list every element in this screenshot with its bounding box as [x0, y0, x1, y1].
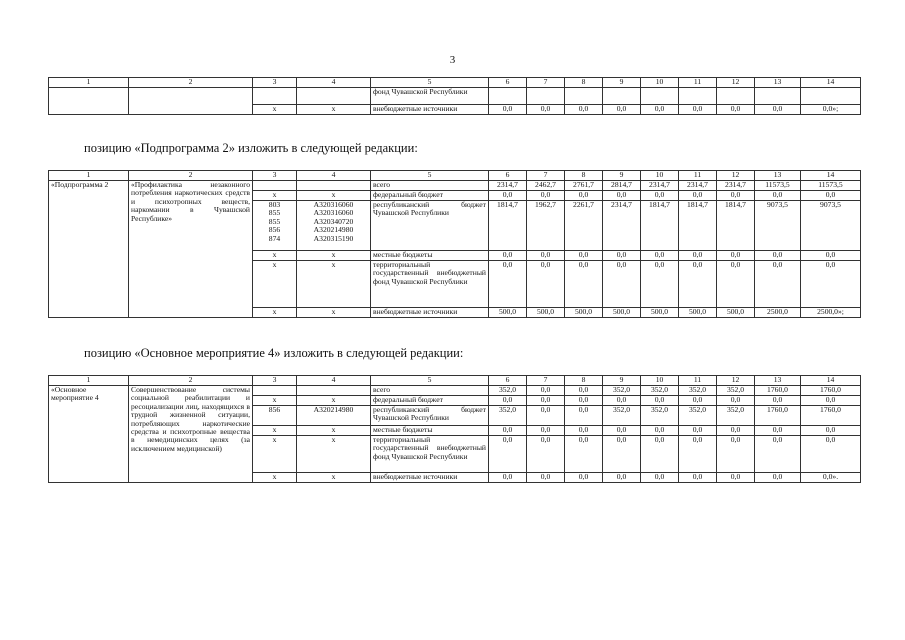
value-cell: 0,0: [489, 436, 527, 473]
header-cell: 9: [603, 78, 641, 88]
value-cell: 2814,7: [603, 181, 641, 191]
value-cell: 0,0: [755, 396, 801, 406]
header-cell: 1: [49, 171, 129, 181]
value-cell: 0,0: [679, 473, 717, 483]
code-csr-cell: х: [297, 436, 371, 473]
table-main-event-4: [48, 375, 861, 483]
value-cell: 1814,7: [717, 201, 755, 251]
table-continuation: [48, 77, 861, 115]
value-cell: 1760,0: [755, 406, 801, 426]
value-cell: 1760,0: [801, 386, 861, 396]
value-cell: 0,0: [679, 251, 717, 261]
value-cell: [641, 88, 679, 105]
value-cell: 1814,7: [489, 201, 527, 251]
code-csr-cell: А320214980: [297, 406, 371, 426]
value-cell: 1962,7: [527, 201, 565, 251]
value-cell: 0,0: [527, 251, 565, 261]
code-csr-cell: х: [297, 308, 371, 318]
value-cell: [801, 88, 861, 105]
code-csr-cell: х: [297, 105, 371, 115]
value-cell: 352,0: [679, 406, 717, 426]
code-gr-cell: [253, 88, 297, 105]
header-cell: 3: [253, 376, 297, 386]
value-cell: 0,0: [755, 251, 801, 261]
value-cell: 2314,7: [489, 181, 527, 191]
value-cell: 500,0: [565, 308, 603, 318]
value-cell: 0,0: [801, 261, 861, 308]
code-gr-cell: х: [253, 473, 297, 483]
value-cell: [755, 88, 801, 105]
header-cell: 1: [49, 376, 129, 386]
program-description-cell: Совершенствование системы социальной реабилитации и ресоциализации лиц, находящихся в трудной жизненной ситуации, потребляющих наркотические средства и психотропные вещества в немедицинских целях (за исключением медицинской): [129, 386, 253, 483]
funding-source-cell: всего: [371, 386, 489, 396]
value-cell: 0,0: [565, 105, 603, 115]
value-cell: 0,0: [603, 426, 641, 436]
value-cell: 352,0: [717, 386, 755, 396]
header-cell: 6: [489, 78, 527, 88]
code-gr-cell: х: [253, 261, 297, 308]
header-cell: 3: [253, 78, 297, 88]
header-cell: 5: [371, 171, 489, 181]
header-cell: 6: [489, 376, 527, 386]
value-cell: [489, 88, 527, 105]
value-cell: [603, 88, 641, 105]
value-cell: 0,0: [527, 261, 565, 308]
value-cell: 0,0: [489, 396, 527, 406]
value-cell: 0,0: [527, 426, 565, 436]
header-cell: 9: [603, 376, 641, 386]
value-cell: 2261,7: [565, 201, 603, 251]
value-cell: 500,0: [489, 308, 527, 318]
header-cell: 2: [129, 78, 253, 88]
value-cell: 2314,7: [603, 201, 641, 251]
value-cell: 0,0: [679, 396, 717, 406]
value-cell: 1760,0: [755, 386, 801, 396]
code-gr-cell: х: [253, 426, 297, 436]
value-cell: 0,0: [489, 473, 527, 483]
value-cell: 0,0: [755, 191, 801, 201]
value-cell: 11573,5: [801, 181, 861, 191]
value-cell: 2761,7: [565, 181, 603, 191]
funding-source-cell: внебюджетные источники: [371, 473, 489, 483]
header-cell: 10: [641, 78, 679, 88]
code-csr-cell: х: [297, 261, 371, 308]
section-title-main-event-4: позицию «Основное мероприятие 4» изложить в следующей редакции:: [84, 346, 464, 360]
empty-cell: [49, 88, 129, 115]
value-cell: 0,0: [679, 191, 717, 201]
value-cell: 1814,7: [641, 201, 679, 251]
value-cell: 0,0: [755, 473, 801, 483]
value-cell: 0,0: [641, 261, 679, 308]
value-cell: 0,0: [565, 406, 603, 426]
value-cell: 0,0: [603, 251, 641, 261]
funding-source-cell: всего: [371, 181, 489, 191]
value-cell: 2314,7: [641, 181, 679, 191]
header-cell: 14: [801, 171, 861, 181]
value-cell: 9073,5: [755, 201, 801, 251]
header-cell: 10: [641, 171, 679, 181]
value-cell: 0,0».: [801, 473, 861, 483]
header-cell: 11: [679, 171, 717, 181]
code-gr-cell: 856: [253, 406, 297, 426]
value-cell: 2500,0: [755, 308, 801, 318]
header-cell: 6: [489, 171, 527, 181]
header-cell: 7: [527, 171, 565, 181]
value-cell: 500,0: [717, 308, 755, 318]
page-number: 3: [449, 54, 456, 66]
code-gr-cell: х: [253, 105, 297, 115]
code-gr-cell: [253, 386, 297, 396]
code-csr-cell: х: [297, 251, 371, 261]
header-cell: 12: [717, 376, 755, 386]
header-cell: 5: [371, 78, 489, 88]
value-cell: 2314,7: [717, 181, 755, 191]
header-cell: 10: [641, 376, 679, 386]
value-cell: 0,0: [603, 191, 641, 201]
funding-source-cell: республиканский бюджет Чувашской Республики: [371, 406, 489, 426]
value-cell: 0,0: [489, 105, 527, 115]
funding-source-cell: местные бюджеты: [371, 426, 489, 436]
funding-source-cell: федеральный бюджет: [371, 396, 489, 406]
funding-source-cell: внебюджетные источники: [371, 308, 489, 318]
value-cell: 0,0: [679, 426, 717, 436]
value-cell: 352,0: [489, 386, 527, 396]
value-cell: 0,0: [755, 426, 801, 436]
value-cell: 0,0: [565, 386, 603, 396]
value-cell: 0,0: [603, 473, 641, 483]
value-cell: 0,0: [717, 191, 755, 201]
value-cell: 0,0: [641, 191, 679, 201]
code-gr-cell: 803 855 855 856 874: [253, 201, 297, 251]
value-cell: 0,0: [489, 251, 527, 261]
value-cell: 500,0: [679, 308, 717, 318]
funding-source-cell: территориальный государственный внебюджетный фонд Чувашской Республики: [371, 436, 489, 473]
value-cell: 0,0: [527, 406, 565, 426]
value-cell: 352,0: [603, 386, 641, 396]
code-csr-cell: [297, 386, 371, 396]
value-cell: 0,0: [755, 105, 801, 115]
value-cell: 0,0: [801, 396, 861, 406]
code-gr-cell: х: [253, 308, 297, 318]
value-cell: 0,0: [527, 191, 565, 201]
header-cell: 3: [253, 171, 297, 181]
header-cell: 9: [603, 171, 641, 181]
value-cell: [717, 88, 755, 105]
value-cell: 0,0: [641, 396, 679, 406]
value-cell: 0,0»;: [801, 105, 861, 115]
section-title-subprogram-2: позицию «Подпрограмма 2» изложить в следующей редакции:: [84, 141, 418, 155]
header-cell: 5: [371, 376, 489, 386]
value-cell: 0,0: [679, 105, 717, 115]
value-cell: 352,0: [679, 386, 717, 396]
value-cell: 0,0: [717, 396, 755, 406]
value-cell: 0,0: [603, 105, 641, 115]
table-row: [49, 181, 861, 191]
value-cell: 0,0: [603, 436, 641, 473]
header-row: [49, 78, 861, 88]
header-row: [49, 171, 861, 181]
value-cell: 0,0: [801, 251, 861, 261]
header-cell: 11: [679, 78, 717, 88]
code-csr-cell: х: [297, 191, 371, 201]
value-cell: [527, 88, 565, 105]
header-cell: 2: [129, 376, 253, 386]
value-cell: 0,0: [717, 473, 755, 483]
value-cell: 0,0: [565, 396, 603, 406]
header-cell: 13: [755, 171, 801, 181]
header-cell: 4: [297, 376, 371, 386]
funding-source-cell: территориальный государственный внебюджетный фонд Чувашской Республики: [371, 261, 489, 308]
value-cell: 0,0: [717, 105, 755, 115]
header-cell: 7: [527, 376, 565, 386]
value-cell: 0,0: [641, 105, 679, 115]
value-cell: 0,0: [641, 251, 679, 261]
code-csr-cell: [297, 88, 371, 105]
header-cell: 14: [801, 376, 861, 386]
header-cell: 4: [297, 78, 371, 88]
value-cell: 0,0: [603, 396, 641, 406]
value-cell: 352,0: [717, 406, 755, 426]
header-cell: 2: [129, 171, 253, 181]
code-gr-cell: [253, 181, 297, 191]
value-cell: 0,0: [489, 191, 527, 201]
header-row: [49, 376, 861, 386]
code-csr-cell: А320316060 А320316060 А320340720 А320214980 А320315190: [297, 201, 371, 251]
header-cell: 14: [801, 78, 861, 88]
value-cell: 0,0: [717, 436, 755, 473]
header-cell: 8: [565, 376, 603, 386]
header-cell: 8: [565, 171, 603, 181]
header-cell: 12: [717, 78, 755, 88]
value-cell: 9073,5: [801, 201, 861, 251]
value-cell: 0,0: [565, 426, 603, 436]
code-csr-cell: х: [297, 396, 371, 406]
header-cell: 8: [565, 78, 603, 88]
program-description-cell: «Профилактика незаконного потребления наркотических средств и психотропных веществ, наркомании в Чувашской Республике»: [129, 181, 253, 318]
value-cell: [565, 88, 603, 105]
table-row: [49, 386, 861, 396]
value-cell: 0,0: [755, 436, 801, 473]
value-cell: 0,0: [527, 473, 565, 483]
value-cell: 500,0: [641, 308, 679, 318]
code-csr-cell: х: [297, 426, 371, 436]
value-cell: 0,0: [717, 261, 755, 308]
value-cell: 0,0: [565, 436, 603, 473]
funding-source-cell: фонд Чувашской Республики: [371, 88, 489, 105]
value-cell: 352,0: [489, 406, 527, 426]
value-cell: 0,0: [801, 436, 861, 473]
header-cell: 13: [755, 78, 801, 88]
value-cell: 352,0: [603, 406, 641, 426]
value-cell: 0,0: [801, 191, 861, 201]
value-cell: 0,0: [565, 473, 603, 483]
table-row: [49, 88, 861, 105]
header-cell: 4: [297, 171, 371, 181]
header-cell: 13: [755, 376, 801, 386]
funding-source-cell: федеральный бюджет: [371, 191, 489, 201]
funding-source-cell: республиканский бюджет Чувашской Республики: [371, 201, 489, 251]
code-csr-cell: х: [297, 473, 371, 483]
header-cell: 12: [717, 171, 755, 181]
value-cell: 0,0: [641, 426, 679, 436]
value-cell: 2314,7: [679, 181, 717, 191]
funding-source-cell: внебюджетные источники: [371, 105, 489, 115]
program-name-cell: «Основное мероприятие 4: [49, 386, 129, 483]
value-cell: 0,0: [527, 436, 565, 473]
value-cell: 0,0: [603, 261, 641, 308]
value-cell: 0,0: [801, 426, 861, 436]
value-cell: 352,0: [641, 406, 679, 426]
value-cell: 2500,0»;: [801, 308, 861, 318]
value-cell: 0,0: [565, 191, 603, 201]
header-cell: 1: [49, 78, 129, 88]
code-gr-cell: х: [253, 396, 297, 406]
value-cell: 352,0: [641, 386, 679, 396]
empty-cell: [129, 88, 253, 115]
value-cell: 11573,5: [755, 181, 801, 191]
table-subprogram-2: [48, 170, 861, 318]
value-cell: 0,0: [717, 251, 755, 261]
value-cell: 500,0: [603, 308, 641, 318]
value-cell: 1760,0: [801, 406, 861, 426]
value-cell: [679, 88, 717, 105]
value-cell: 0,0: [489, 426, 527, 436]
value-cell: 0,0: [641, 473, 679, 483]
value-cell: 0,0: [527, 105, 565, 115]
value-cell: 500,0: [527, 308, 565, 318]
value-cell: 0,0: [755, 261, 801, 308]
value-cell: 1814,7: [679, 201, 717, 251]
value-cell: 0,0: [565, 261, 603, 308]
program-name-cell: «Подпрограмма 2: [49, 181, 129, 318]
code-csr-cell: [297, 181, 371, 191]
value-cell: 0,0: [565, 251, 603, 261]
header-cell: 7: [527, 78, 565, 88]
value-cell: 0,0: [489, 261, 527, 308]
value-cell: 0,0: [527, 386, 565, 396]
code-gr-cell: х: [253, 191, 297, 201]
value-cell: 2462,7: [527, 181, 565, 191]
code-gr-cell: х: [253, 436, 297, 473]
header-cell: 11: [679, 376, 717, 386]
value-cell: 0,0: [717, 426, 755, 436]
value-cell: 0,0: [641, 436, 679, 473]
value-cell: 0,0: [679, 261, 717, 308]
code-gr-cell: х: [253, 251, 297, 261]
funding-source-cell: местные бюджеты: [371, 251, 489, 261]
value-cell: 0,0: [527, 396, 565, 406]
value-cell: 0,0: [679, 436, 717, 473]
